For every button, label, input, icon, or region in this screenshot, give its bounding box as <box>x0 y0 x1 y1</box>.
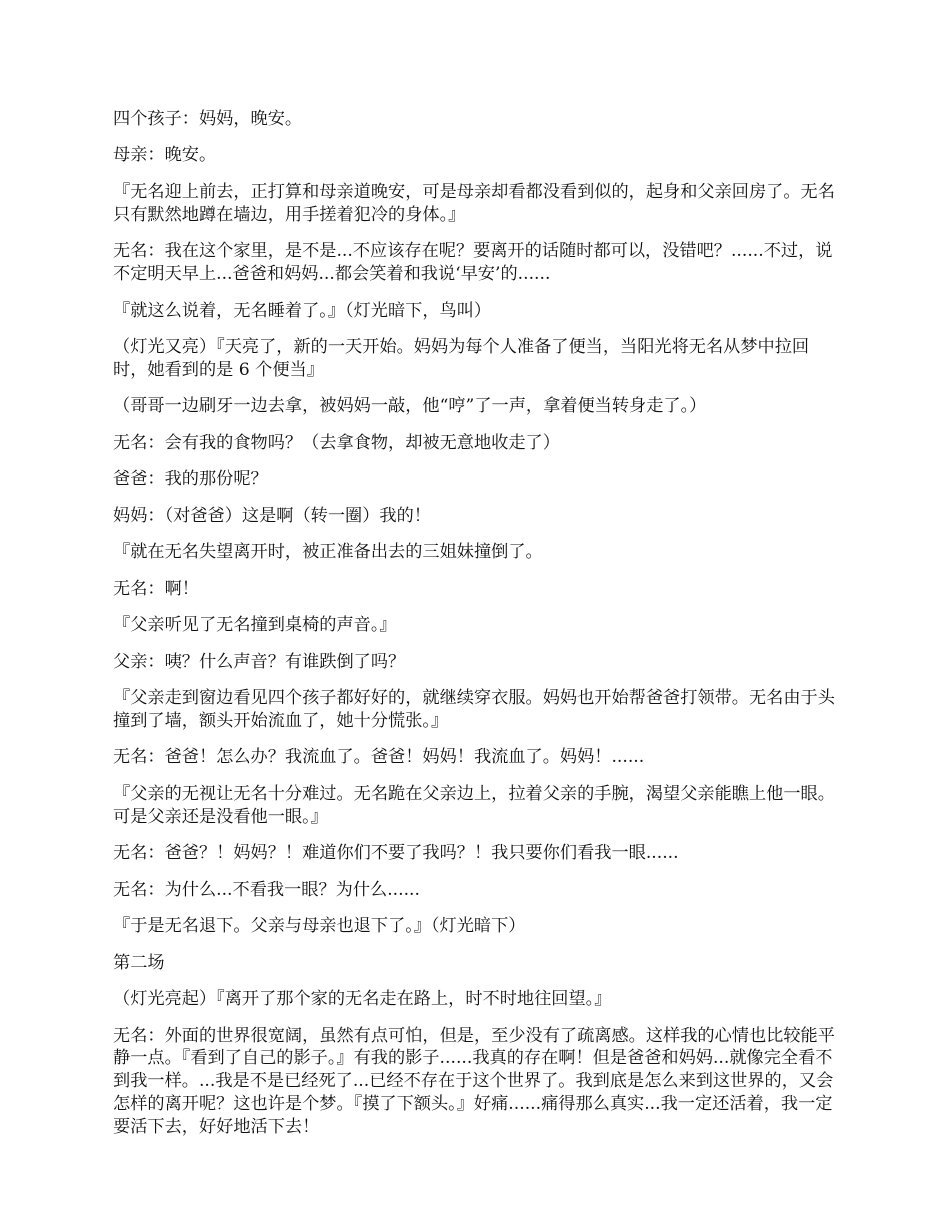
stage-direction-knocked-down: 『就在无名失望离开时，被正准备出去的三姐妹撞倒了。 <box>113 542 543 563</box>
line-wuming-dont-want-me: 无名：爸爸？！妈妈？！难道你们不要了我吗？！我只要你们看我一眼...... <box>113 843 679 864</box>
stage-direction-brother: （哥哥一边刷牙一边去拿，被妈妈一敲，他“哼”了一声，拿着便当转身走了。） <box>113 396 707 417</box>
line-wuming-monologue: 无名：外面的世界很宽阔，虽然有点可怕，但是，至少没有了疏离感。这样我的心情也比较能平静一点。『看到了自己的影子。』有我的影子......我真的存在啊！但是爸爸和妈妈...就像完全看不到我一样。...我是不是已经死了...已经不存在于这个世界了。我到底是怎么来到这世界的，又会怎样的离开呢？这也许是个梦。『摸了下额头。』好痛......痛得那么真实...我一定还活着，我一定要活下去，好好地活下去！ <box>113 1025 835 1137</box>
scene-heading-two: 第二场 <box>113 952 165 973</box>
stage-direction-mother-ignores: 『无名迎上前去，正打算和母亲道晚安，可是母亲却看都没看到似的，起身和父亲回房了。无名只有默然地蹲在墙边，用手搓着犯冷的身体。』 <box>113 181 835 225</box>
line-wuming-bleeding: 无名：爸爸！怎么办？我流血了。爸爸！妈妈！我流血了。妈妈！...... <box>113 747 645 768</box>
stage-direction-bleeding: 『父亲走到窗边看见四个孩子都好好的，就继续穿衣服。妈妈也开始帮爸爸打领带。无名由于头撞到了墙，额头开始流血了，她十分慌张。』 <box>113 688 835 731</box>
line-wuming-ah: 无名：啊！ <box>113 578 199 599</box>
stage-direction-ignored: 『父亲的无视让无名十分难过。无名跪在父亲边上，拉着父亲的手腕，渴望父亲能瞧上他一眼。可是父亲还是没看他一眼。』 <box>113 783 835 827</box>
line-wuming-exist: 无名：我在这个家里，是不是...不应该存在呢？要离开的话随时都可以，没错吧？......不过，说不定明天早上...爸爸和妈妈...都会笑着和我说‘早安’的...... <box>113 241 833 285</box>
stage-direction-road: （灯光亮起）『离开了那个家的无名走在路上，时不时地往回望。』 <box>113 989 612 1010</box>
stage-direction-father-hears: 『父亲听见了无名撞到桌椅的声音。』 <box>113 615 397 636</box>
line-mother-mine: 妈妈：（对爸爸）这是啊（转一圈）我的！ <box>113 505 431 526</box>
script-page <box>113 108 843 1152</box>
line-father-portion: 爸爸：我的那份呢？ <box>113 469 268 490</box>
line-mother-goodnight: 母亲：晚安。 <box>113 145 217 166</box>
stage-direction-morning: （灯光又亮）『天亮了，新的一天开始。妈妈为每个人准备了便当，当阳光将无名从梦中拉回时，她看到的是 6 个便当』 <box>113 337 810 380</box>
stage-direction-sleep: 『就这么说着，无名睡着了。』（灯光暗下，鸟叫） <box>113 300 492 321</box>
stage-direction-exit: 『于是无名退下。父亲与母亲也退下了。』（灯光暗下） <box>113 916 526 937</box>
line-wuming-food: 无名：会有我的食物吗？（去拿食物，却被无意地收走了） <box>113 432 560 453</box>
line-children-goodnight: 四个孩子：妈妈，晚安。 <box>113 109 303 129</box>
line-father-sound: 父亲：咦？什么声音？有谁跌倒了吗？ <box>113 651 406 672</box>
line-wuming-why: 无名：为什么...不看我一眼？为什么...... <box>113 879 420 900</box>
